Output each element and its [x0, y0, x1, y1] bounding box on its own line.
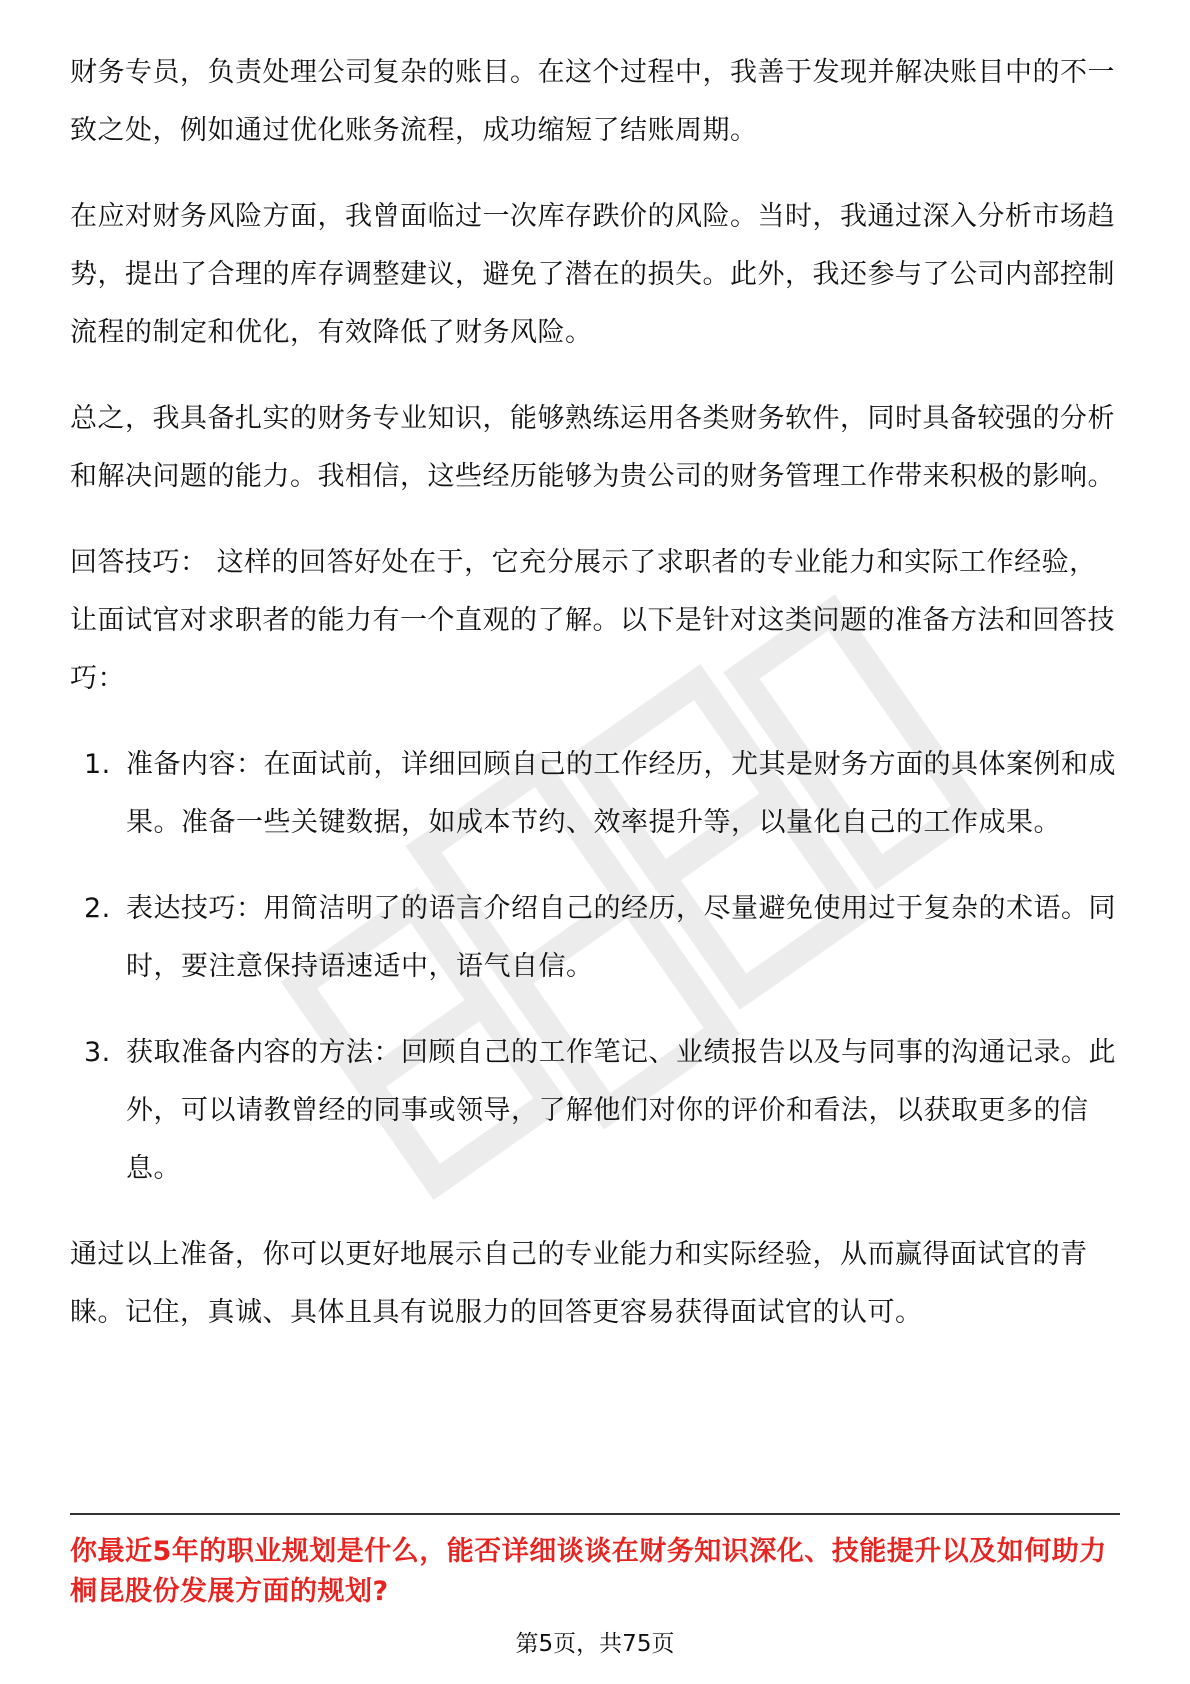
list-item	[70, 880, 1120, 996]
page-footer: 第5页，共75页	[515, 1631, 675, 1657]
list-text: 准备内容：在面试前，详细回顾自己的工作经历，尤其是财务方面的具体案例和成果。准备一些关键数据，如成本节约、效率提升等，以量化自己的工作成果。	[126, 749, 1116, 838]
section-divider	[70, 1513, 1120, 1515]
list-item	[70, 1024, 1120, 1198]
paragraph-experience: 财务专员，负责处理公司复杂的账目。在这个过程中，我善于发现并解决账目中的不一致之处，例如通过优化账务流程，成功缩短了结账周期。	[70, 57, 1115, 146]
list-number: 1.	[84, 749, 111, 780]
next-question-heading: 你最近5年的职业规划是什么，能否详细谈谈在财务知识深化、技能提升以及如何助力桐昆股份发展方面的规划?	[70, 1536, 1107, 1607]
list-number: 2.	[84, 893, 111, 924]
list-item	[70, 736, 1120, 852]
paragraph-closing: 通过以上准备，你可以更好地展示自己的专业能力和实际经验，从而赢得面试官的青睐。记住，真诚、具体且具有说服力的回答更容易获得面试官的认可。	[70, 1239, 1088, 1328]
list-number: 3.	[84, 1037, 111, 1068]
paragraph-summary: 总之，我具备扎实的财务专业知识，能够熟练运用各类财务软件，同时具备较强的分析和解决问题的能力。我相信，这些经历能够为贵公司的财务管理工作带来积极的影响。	[70, 403, 1115, 492]
paragraph-risk: 在应对财务风险方面，我曾面临过一次库存跌价的风险。当时，我通过深入分析市场趋势，提出了合理的库存调整建议，避免了潜在的损失。此外，我还参与了公司内部控制流程的制定和优化，有效降低了财务风险。	[70, 201, 1115, 348]
tips-list	[70, 736, 1120, 1198]
main-content	[70, 44, 1120, 1370]
paragraph-tips-intro: 回答技巧： 这样的回答好处在于，它充分展示了求职者的专业能力和实际工作经验，让面试官对求职者的能力有一个直观的了解。以下是针对这类问题的准备方法和回答技巧：	[70, 547, 1115, 694]
list-text: 表达技巧：用简洁明了的语言介绍自己的经历，尽量避免使用过于复杂的术语。同时，要注意保持语速适中，语气自信。	[126, 893, 1116, 982]
list-text: 获取准备内容的方法：回顾自己的工作笔记、业绩报告以及与同事的沟通记录。此外，可以请教曾经的同事或领导，了解他们对你的评价和看法，以获取更多的信息。	[126, 1037, 1116, 1184]
